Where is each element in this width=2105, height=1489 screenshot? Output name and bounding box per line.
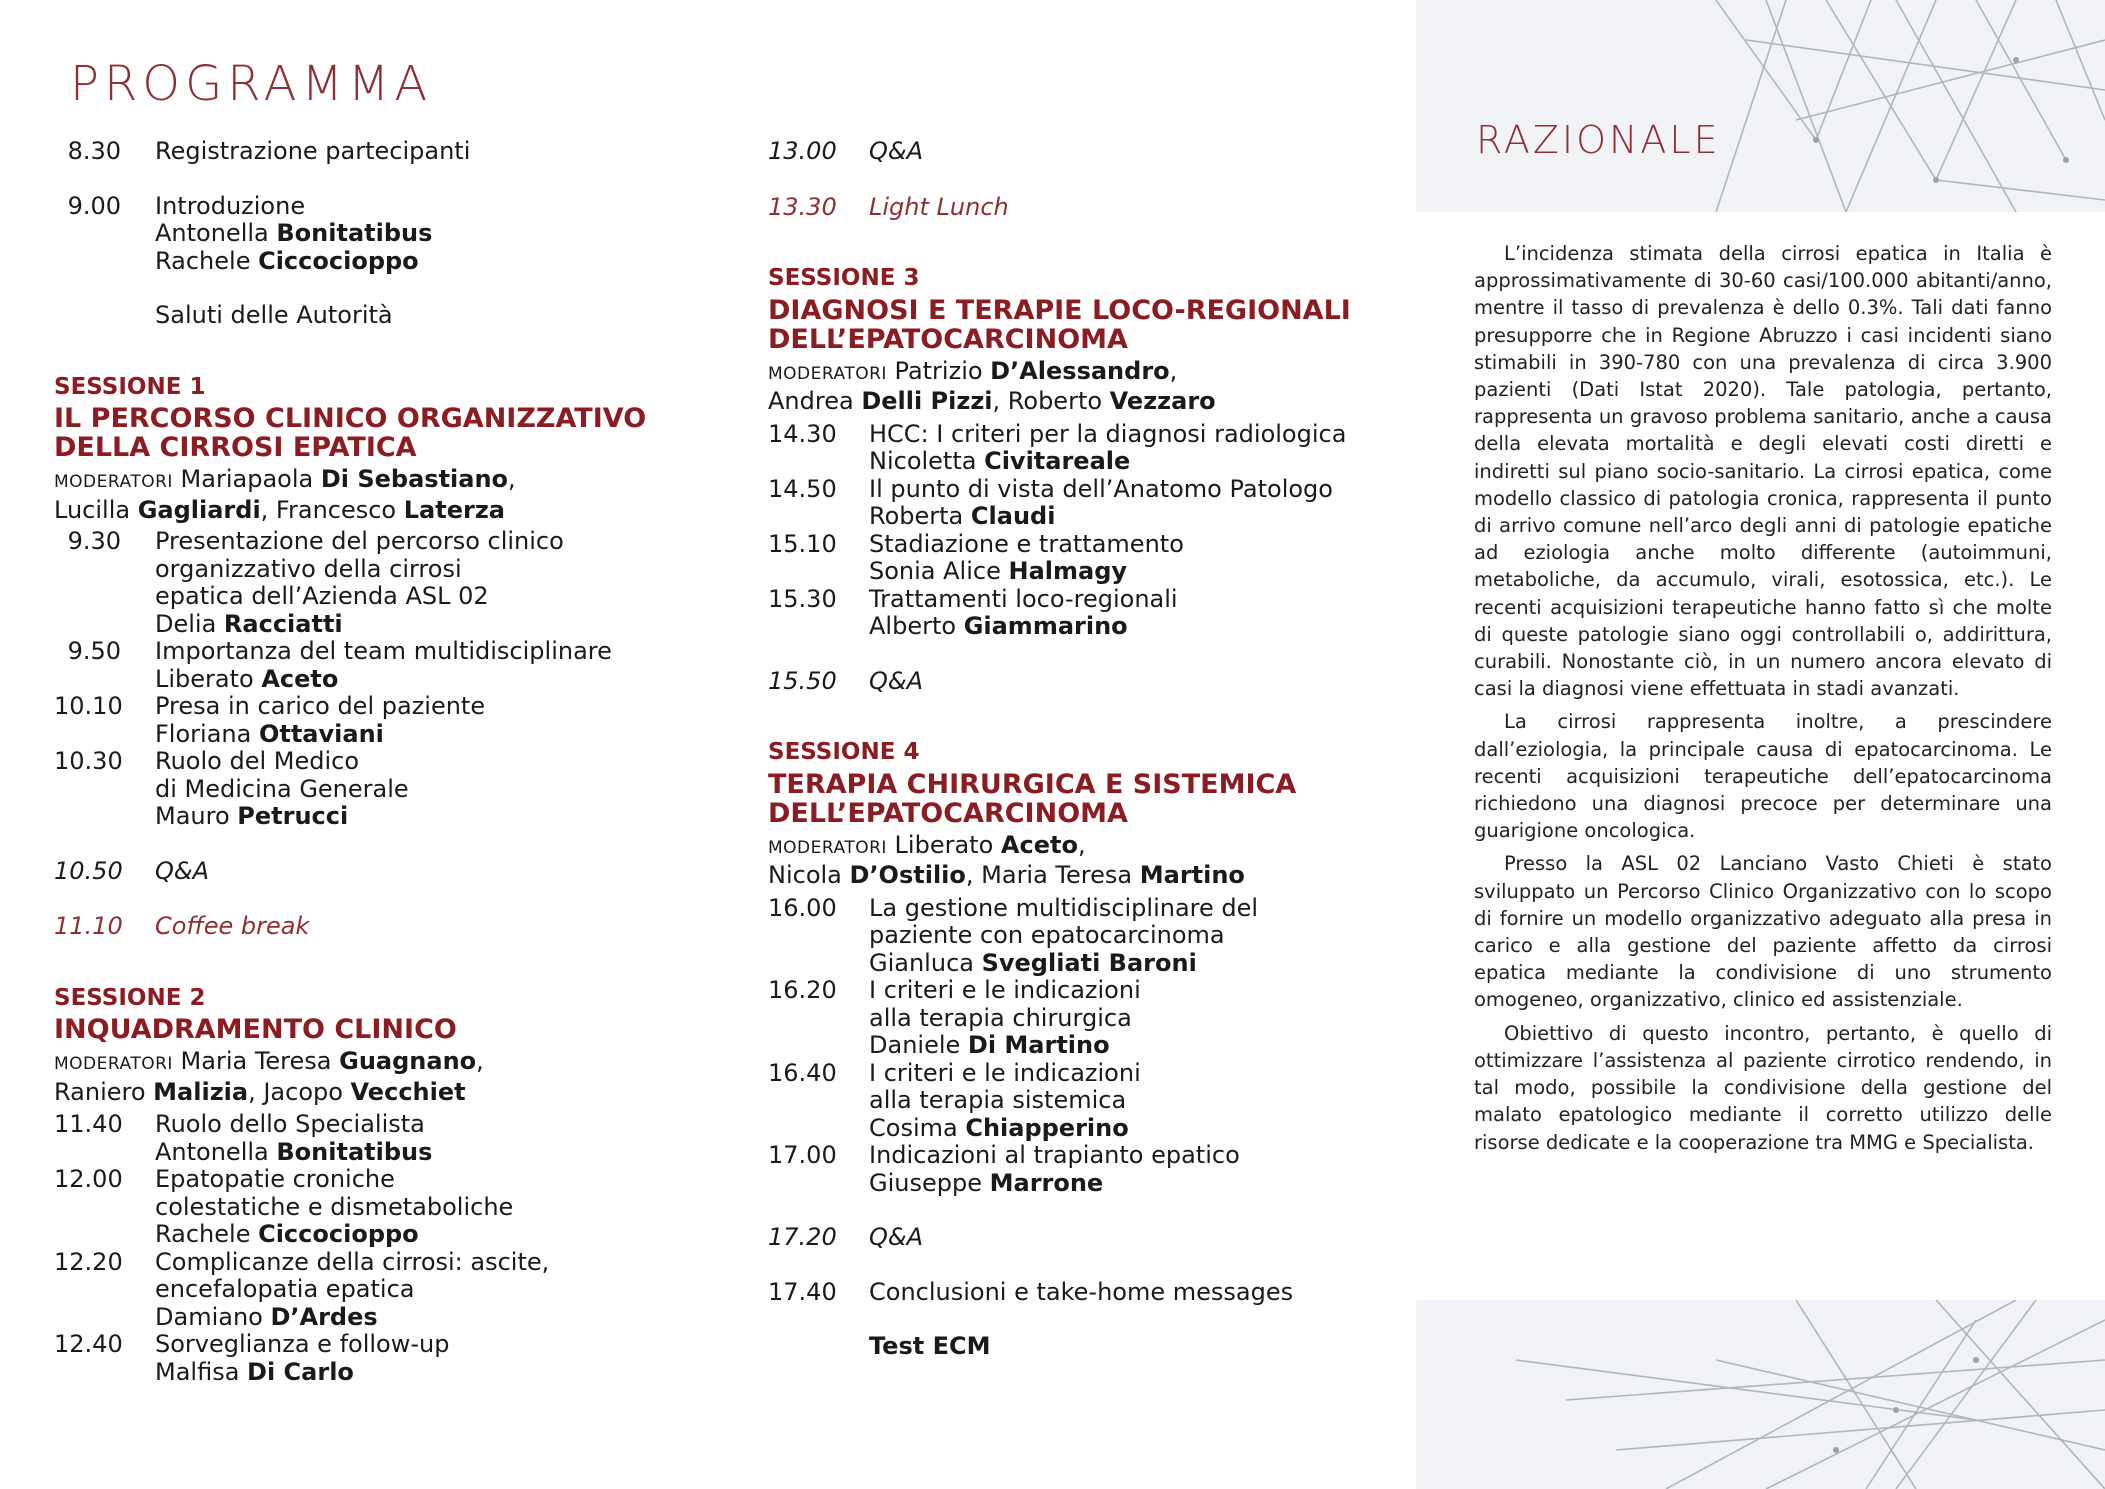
talk-row: 12.00 Epatopatie croniche colestatiche e dismetaboliche Rachele Ciccocioppo — [54, 1165, 514, 1248]
session-title: DIAGNOSI E TERAPIE LOCO-REGIONALI — [768, 294, 1351, 326]
test-ecm: Test ECM — [869, 1332, 991, 1360]
speaker: Antonella Bonitatibus — [155, 219, 433, 247]
session-4 — [768, 739, 1408, 1252]
talk-row: 11.40 Ruolo dello Specialista Antonella Bonitatibus — [54, 1110, 433, 1166]
razionale-text — [1474, 240, 2052, 1162]
activity: Registrazione partecipanti — [155, 137, 471, 165]
paragraph: L’incidenza stimata della cirrosi epatica in Italia è approssimativamente di 30-60 casi/100.000 abitanti/anno, mentre il tasso di prevalenza è dello 0.3%. Tali dati fanno presupporre che in Regione Abruzzo i casi incidenti siano stimabili in 390-780 con una prevalenza di circa 3.900 pazienti (Dati Istat 2020). Tale patologia, pertanto, rappresenta un gravoso problema sanitario, anche a causa della elevata mortalità e degli elevati costi diretti e indiretti sul piano socio-sanitario. La cirrosi epatica, come modello classico di patologia cronica, rappresenta il punto di arrivo comune nell’arco degli anni di patologie epatiche ad eziologia anche molto differente (autoimmuni, metaboliche, da accumulo, virali, esotossica, etc.). Le recenti acquisizioni terapeutiche hanno fatto sì che molte di queste patologie siano oggi controllabili o, addirittura, curabili. Nonostante ciò, in un numero ancora elevato di casi la diagnosi viene effettuata in stadi avanzati. — [1474, 242, 2052, 701]
session-3 — [768, 265, 1408, 695]
paragraph: Presso la ASL 02 Lanciano Vasto Chieti è stato sviluppato un Percorso Clinico Organizzativo con lo scopo di fornire un modello organizzativo adeguato alla presa in carico e alla gestione del paziente affetto da cirrosi epatica mediante la condivisione di uno strumento omogeneo, organizzativo, clinico ed assistenziale. — [1474, 852, 2052, 1012]
session-label: SESSIONE 1 — [54, 373, 206, 400]
talk-row: 14.30 HCC: I criteri per la diagnosi radiologica Nicoletta Civitareale — [768, 419, 1347, 475]
schedule-row — [54, 138, 694, 166]
qa-row: 15.50 Q&A — [768, 666, 924, 695]
moderators: Andrea Delli Pizzi, Roberto Vezzaro — [768, 387, 1216, 415]
session-label: SESSIONE 4 — [768, 739, 920, 765]
program-column-1 — [54, 138, 694, 1386]
session-title: IL PERCORSO CLINICO ORGANIZZATIVO — [54, 403, 647, 434]
lunch-row: 13.30 Light Lunch — [768, 192, 1009, 221]
talk-row: 16.00 La gestione multidisciplinare del paziente con epatocarcinoma Gianluca Svegliati Baroni — [768, 893, 1259, 977]
talk-row: 16.40 I criteri e le indicazioni alla terapia sistemica Cosima Chiapperino — [768, 1058, 1141, 1142]
moderators-label: MODERATORI — [768, 363, 887, 384]
network-graphic-top — [1416, 0, 2105, 212]
session-label: SESSIONE 2 — [54, 984, 206, 1011]
speaker: Rachele Ciccocioppo — [155, 246, 419, 275]
moderators: Nicola D’Ostilio, Maria Teresa Martino — [768, 861, 1245, 889]
session-title: DELLA CIRROSI EPATICA — [54, 432, 417, 463]
moderators: MODERATORI Liberato Aceto, — [768, 830, 1086, 859]
moderators-label: MODERATORI — [54, 472, 173, 492]
moderators: MODERATORI Patrizio D’Alessandro, — [768, 356, 1178, 385]
moderators-label: MODERATORI — [768, 837, 887, 858]
qa-row: 10.50 Q&A — [54, 856, 210, 885]
talk-row: 10.30 Ruolo del Medico di Medicina Generale Mauro Petrucci — [54, 747, 409, 830]
talk-row: 12.20 Complicanze della cirrosi: ascite, encefalopatia epatica Damiano D’Ardes — [54, 1247, 550, 1331]
moderators: Raniero Malizia, Jacopo Vecchiet — [54, 1077, 466, 1106]
session-title: DELL’EPATOCARCINOMA — [768, 797, 1128, 829]
session-title: INQUADRAMENTO CLINICO — [54, 1014, 457, 1045]
network-graphic-bottom — [1416, 1300, 2105, 1489]
activity: Introduzione — [155, 191, 306, 220]
session-title: TERAPIA CHIRURGICA E SISTEMICA — [768, 768, 1297, 800]
moderators: Lucilla Gagliardi, Francesco Laterza — [54, 495, 505, 524]
moderators: MODERATORI Mariapaola Di Sebastiano, — [54, 465, 516, 493]
schedule-row — [54, 193, 694, 276]
talk-row: 9.30 Presentazione del percorso clinico organizzativo della cirrosi epatica dell’Azienda ASL 02 Delia Racciatti — [67, 527, 564, 638]
talk-row: 16.20 I criteri e le indicazioni alla terapia chirurgica Daniele Di Martino — [768, 976, 1141, 1059]
time: 8.30 — [67, 137, 121, 165]
time: 9.00 — [67, 191, 121, 220]
closing-row: 17.40 Conclusioni e take-home messages — [768, 1277, 1294, 1306]
program-column-2 — [768, 138, 1408, 1361]
razionale-title: RAZIONALE — [1476, 118, 1721, 162]
coffee-break-row: 11.10 Coffee break — [54, 912, 310, 940]
session-1 — [54, 374, 694, 941]
qa-row: 13.00 Q&A — [768, 137, 924, 165]
activity: Saluti delle Autorità — [155, 301, 393, 329]
talk-row: 10.10 Presa in carico del paziente Floriana Ottaviani — [54, 692, 486, 748]
moderators-label: MODERATORI — [54, 1054, 173, 1074]
talk-row: 9.50 Importanza del team multidisciplinare Liberato Aceto — [67, 637, 612, 693]
moderators: MODERATORI Maria Teresa Guagnano, — [54, 1047, 484, 1075]
talk-row: 12.40 Sorveglianza e follow-up Malfisa Di Carlo — [54, 1330, 450, 1386]
session-2 — [54, 985, 694, 1387]
session-label: SESSIONE 3 — [768, 265, 920, 291]
paragraph: La cirrosi rappresenta inoltre, a prescindere dall’eziologia, la principale causa di epatocarcinoma. Le recenti acquisizioni terapeutiche dell’epatocarcinoma richiedono una diagnosi precoce per determinare una guarigione oncologica. — [1474, 710, 2052, 843]
session-title: DELL’EPATOCARCINOMA — [768, 323, 1128, 355]
talk-row: 15.10 Stadiazione e trattamento Sonia Alice Halmagy — [768, 529, 1184, 585]
qa-row: 17.20 Q&A — [768, 1223, 924, 1251]
talk-row: 14.50 Il punto di vista dell’Anatomo Patologo Roberta Claudi — [768, 474, 1333, 530]
talk-row: 17.00 Indicazioni al trapianto epatico Giuseppe Marrone — [768, 1141, 1240, 1197]
programma-title: PROGRAMMA — [70, 56, 433, 112]
paragraph: Obiettivo di questo incontro, pertanto, è quello di ottimizzare l’assistenza al paziente cirrotico rendendo, in tal modo, possibile la condivisione della gestione del malato epatologico mediante il corretto utilizzo delle risorse dedicate e la cooperazione tra MMG e Specialista. — [1474, 1021, 2052, 1154]
talk-row: 15.30 Trattamenti loco-regionali Alberto Giammarino — [768, 584, 1178, 640]
